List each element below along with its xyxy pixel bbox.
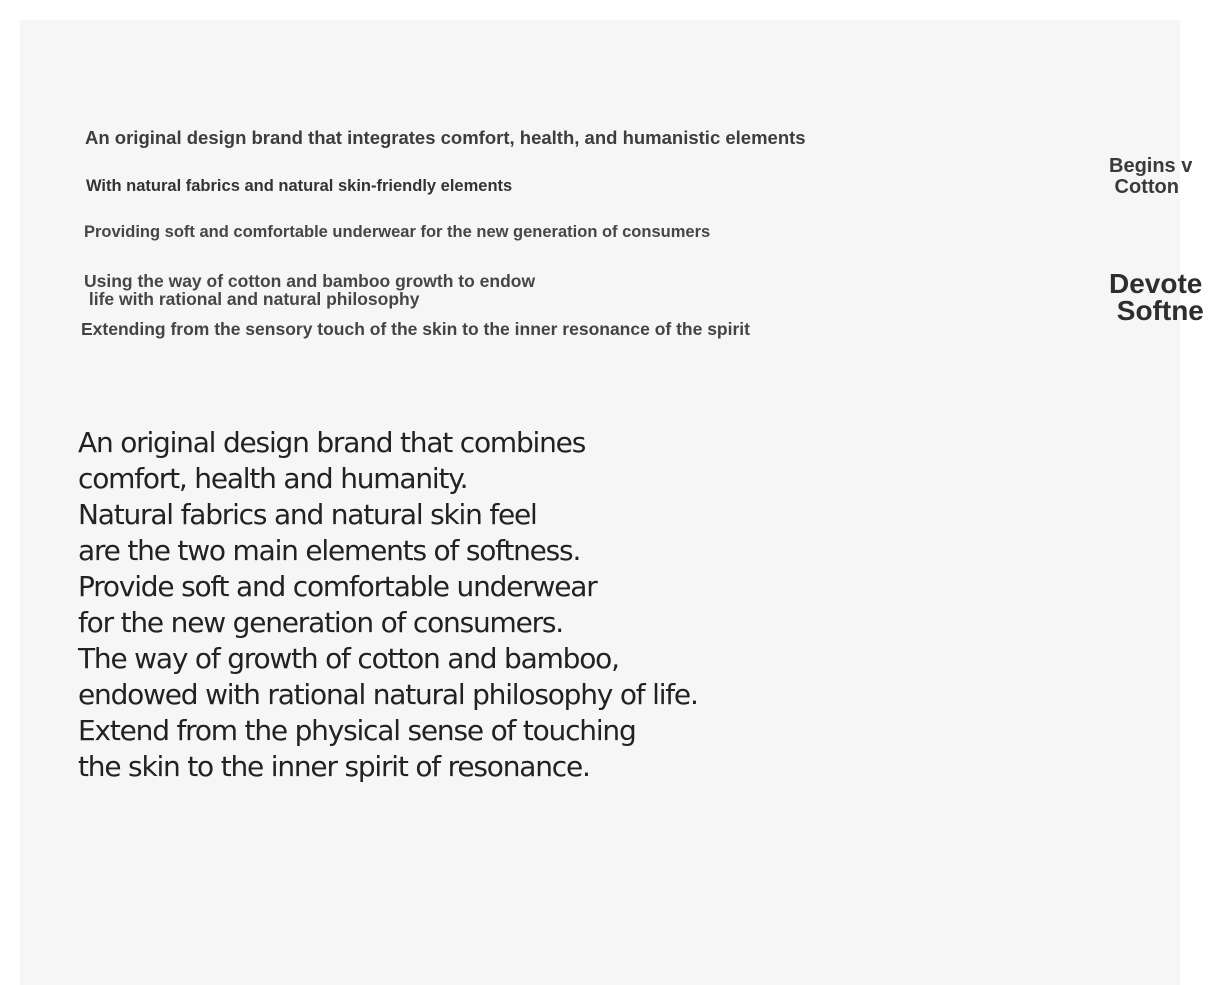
brand-description: An original design brand that combines comfort, health and humanity. Natural fabrics and natural skin feel are the two main elements of softness. Provide soft and comfortable underwear for the new generation of consumers. The way of growth of cotton and bamboo, endowed with rational natural philosophy of life. Extend from the physical sense of touching the skin to the inner spirit of resonance. xyxy=(78,426,698,783)
side-text-large: Devote Softne xyxy=(1109,268,1204,326)
side-text-small: Begins v Cotton xyxy=(1109,155,1193,198)
intro-line-sensory-touch: Extending from the sensory touch of the skin to the inner resonance of the spirit xyxy=(81,319,750,339)
content-panel xyxy=(20,20,1204,985)
intro-line-soft-underwear: Providing soft and comfortable underwear for the new generation of consumers xyxy=(84,223,711,241)
side-text-fragment xyxy=(1109,120,1229,360)
intro-line-cotton-bamboo: Using the way of cotton and bamboo growth to endow life with rational and natural philosophy xyxy=(84,271,536,310)
intro-line-natural-fabrics: With natural fabrics and natural skin-friendly elements xyxy=(86,177,513,195)
intro-line-comfort-health: An original design brand that integrates comfort, health, and humanistic elements xyxy=(85,127,806,148)
